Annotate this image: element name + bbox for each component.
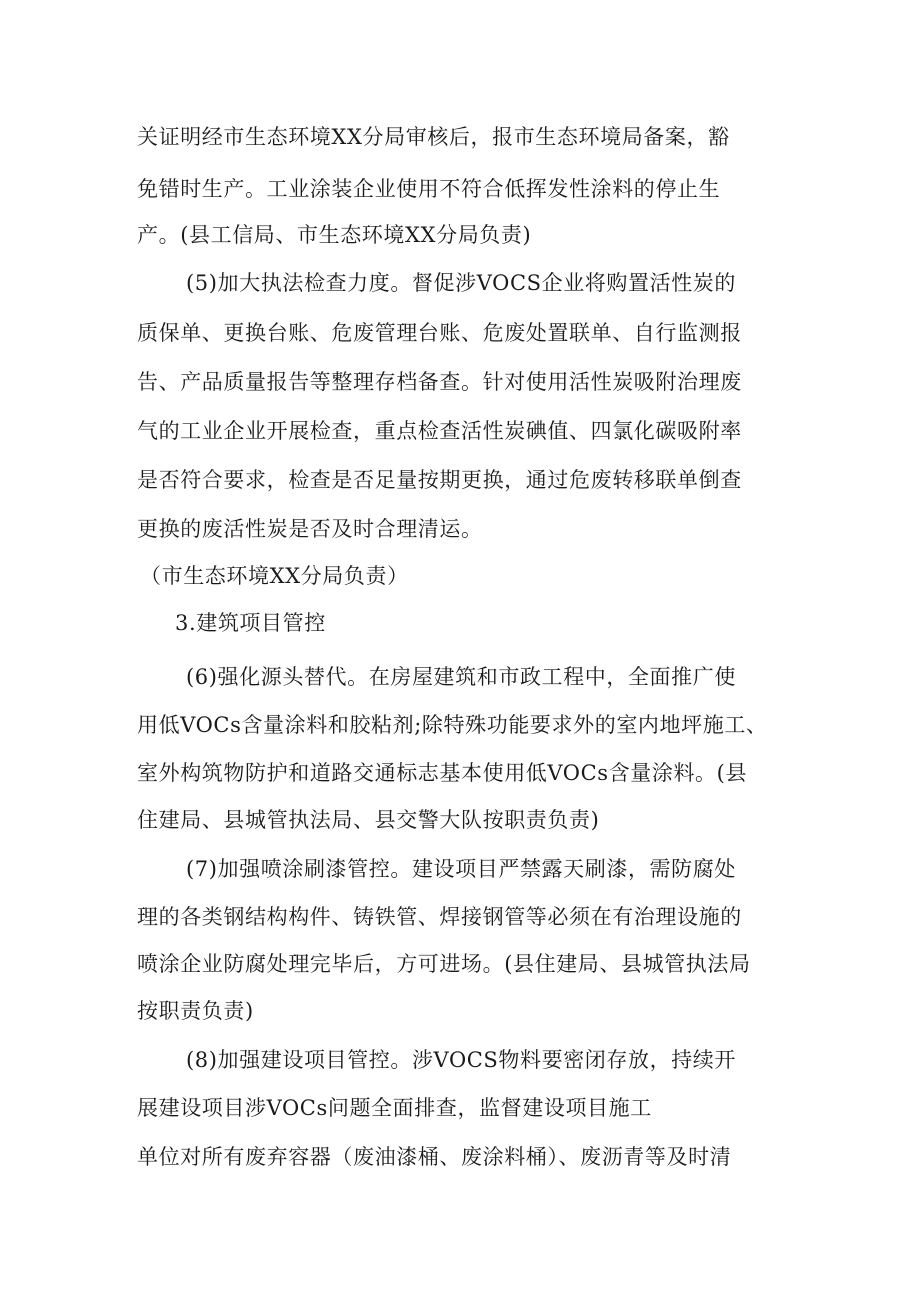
paragraph-line: 产。(县工信局、市生态环境XX分局负责) [137,223,532,247]
paragraph-line: （市生态环境XX分局负责） [140,564,409,588]
paragraph-line: 室外构筑物防护和道路交通标志基本使用低VOCs含量涂料。(县 [137,761,748,785]
paragraph-line: 单位对所有废弃容器（废油漆桶、废涂料桶）、废沥青等及时清 [137,1145,732,1169]
paragraph-line: 喷涂企业防腐处理完毕后，方可进场。(县住建局、县城管执法局 [137,952,751,976]
paragraph-line: 告、产品质量报告等整理存档备查。针对使用活性炭吸附治理废 [137,370,742,394]
paragraph-line: 住建局、县城管执法局、县交警大队按职责负责) [137,808,600,832]
paragraph-line: 展建设项目涉VOCs问题全面排查，监督建设项目施工 [137,1096,652,1120]
paragraph-line: (6)强化源头替代。在房屋建筑和市政工程中，全面推广使 [186,665,736,689]
paragraph-line: 按职责负责) [137,999,254,1023]
paragraph-line: 气的工业企业开展检查，重点检查活性炭碘值、四氯化碳吸附率 [137,419,742,443]
paragraph-line: (8)加强建设项目管控。涉VOCS物料要密闭存放，持续开 [186,1048,737,1072]
paragraph-line: 免错时生产。工业涂装企业使用不符合低挥发性涂料的停止生 [137,177,721,201]
paragraph-line: 关证明经市生态环境XX分局审核后，报市生态环境局备案，豁 [137,125,730,149]
paragraph-line: (7)加强喷涂刷漆管控。建设项目严禁露天刷漆，需防腐处 [186,857,736,881]
paragraph-line: 是否符合要求，检查是否足量按期更换，通过危废转移联单倒查 [137,468,742,492]
paragraph-line: 更换的废活性炭是否及时合理清运。 [137,517,483,541]
paragraph-line: 理的各类钢结构构件、铸铁管、焊接钢管等必须在有治理设施的 [137,905,742,929]
paragraph-line: 质保单、更换台账、危废管理台账、危废处置联单、自行监测报 [137,321,742,345]
section-heading: 3.建筑项目管控 [175,611,326,635]
paragraph-line: 用低VOCs含量涂料和胶粘剂;除特殊功能要求外的室内地坪施工、 [137,713,768,737]
paragraph-line: (5)加大执法检查力度。督促涉VOCS企业将购置活性炭的 [186,271,737,295]
